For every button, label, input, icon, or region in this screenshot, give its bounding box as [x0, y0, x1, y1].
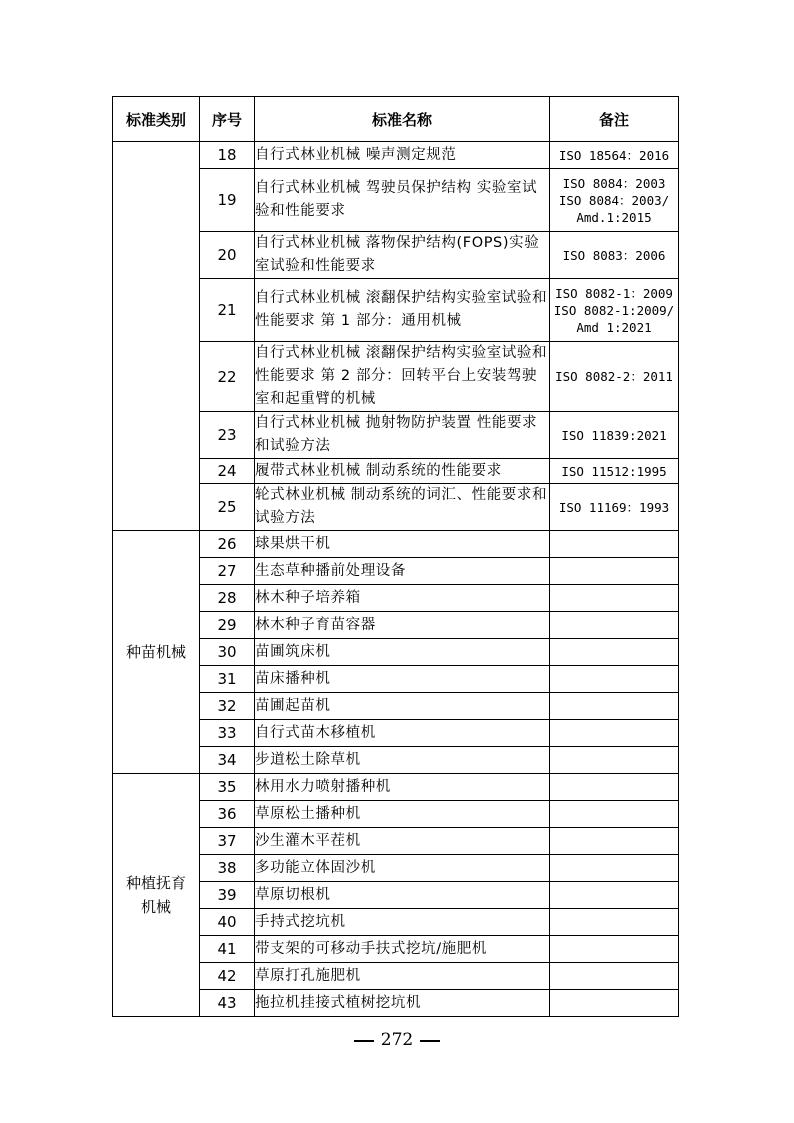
- standard-name-cell: 轮式林业机械 制动系统的词汇、性能要求和试验方法: [255, 484, 550, 531]
- standard-name-cell: 草原切根机: [255, 882, 550, 909]
- category-label-line: 种植抚育: [125, 874, 186, 892]
- index-cell: 23: [200, 412, 255, 459]
- standard-name-cell: 自行式林业机械 滚翻保护结构实验室试验和性能要求 第 2 部分：回转平台上安装驾驶室和起重臂的机械: [255, 342, 550, 412]
- index-cell: 35: [200, 774, 255, 801]
- index-cell: 26: [200, 531, 255, 558]
- index-cell: 43: [200, 990, 255, 1017]
- header-name: 标准名称: [255, 97, 550, 142]
- standard-name-cell: 履带式林业机械 制动系统的性能要求: [255, 459, 550, 484]
- note-cell: [550, 558, 679, 585]
- page-footer: [0, 1030, 794, 1050]
- note-cell: [550, 279, 679, 342]
- note-line: ISO 8083：2006: [562, 247, 666, 263]
- note-cell: [550, 459, 679, 484]
- note-cell: [550, 963, 679, 990]
- index-cell: 18: [200, 142, 255, 169]
- note-cell: [550, 484, 679, 531]
- standard-name-cell: 球果烘干机: [255, 531, 550, 558]
- note-cell: [550, 720, 679, 747]
- table-row: [113, 142, 679, 169]
- index-cell: 20: [200, 232, 255, 279]
- standard-name-cell: 多功能立体固沙机: [255, 855, 550, 882]
- note-cell: [550, 412, 679, 459]
- standard-name-cell: 苗圃筑床机: [255, 639, 550, 666]
- note-line: Amd.1:2015: [576, 209, 652, 225]
- note-cell: [550, 142, 679, 169]
- category-cell: [113, 142, 200, 531]
- standard-name-cell: 自行式林业机械 落物保护结构(FOPS)实验室试验和性能要求: [255, 232, 550, 279]
- index-cell: 34: [200, 747, 255, 774]
- note-line: ISO 8082-2：2011: [555, 369, 673, 384]
- note-line: ISO 8084：2003: [562, 175, 666, 191]
- note-cell: [550, 909, 679, 936]
- table-row: [113, 774, 679, 801]
- note-cell: [550, 693, 679, 720]
- standard-name-cell: 生态草种播前处理设备: [255, 558, 550, 585]
- index-cell: 21: [200, 279, 255, 342]
- standard-name-cell: 沙生灌木平茬机: [255, 828, 550, 855]
- note-line: ISO 8084：2003/: [558, 192, 670, 208]
- index-cell: 22: [200, 342, 255, 412]
- note-line: Amd 1:2021: [576, 319, 652, 335]
- standard-name-cell: 草原打孔施肥机: [255, 963, 550, 990]
- page-number: 272: [380, 1030, 414, 1050]
- standard-name-cell: 自行式林业机械 滚翻保护结构实验室试验和性能要求 第 1 部分：通用机械: [255, 279, 550, 342]
- note-cell: [550, 747, 679, 774]
- note-cell: [550, 585, 679, 612]
- index-cell: 32: [200, 693, 255, 720]
- standard-name-cell: 带支架的可移动手扶式挖坑/施肥机: [255, 936, 550, 963]
- note-cell: [550, 855, 679, 882]
- note-line: ISO 18564：2016: [558, 147, 670, 163]
- note-line: ISO 11512:1995: [561, 463, 667, 479]
- standard-name-cell: 拖拉机挂接式植树挖坑机: [255, 990, 550, 1017]
- index-cell: 37: [200, 828, 255, 855]
- note-line: ISO 11839:2021: [561, 427, 667, 443]
- index-cell: 33: [200, 720, 255, 747]
- header-note: 备注: [550, 97, 679, 142]
- table-body: [113, 142, 679, 1017]
- standard-name-cell: 苗床播种机: [255, 666, 550, 693]
- index-cell: 36: [200, 801, 255, 828]
- standard-name-cell: 林木种子培养箱: [255, 585, 550, 612]
- index-cell: 29: [200, 612, 255, 639]
- standard-name-cell: 苗圃起苗机: [255, 693, 550, 720]
- standard-name-cell: 手持式挖坑机: [255, 909, 550, 936]
- note-cell: [550, 342, 679, 412]
- standard-name-cell: 自行式林业机械 驾驶员保护结构 实验室试验和性能要求: [255, 169, 550, 232]
- header-category: 标准类别: [113, 97, 200, 142]
- note-line: ISO 8082-1：2009: [555, 285, 673, 301]
- category-label: 种苗机械: [125, 643, 186, 661]
- note-cell: [550, 936, 679, 963]
- standard-name-cell: 步道松土除草机: [255, 747, 550, 774]
- header-index: 序号: [200, 97, 255, 142]
- index-cell: 25: [200, 484, 255, 531]
- index-cell: 28: [200, 585, 255, 612]
- index-cell: 38: [200, 855, 255, 882]
- index-cell: 19: [200, 169, 255, 232]
- standards-table: [112, 96, 679, 1017]
- standard-name-cell: 自行式苗木移植机: [255, 720, 550, 747]
- index-cell: 40: [200, 909, 255, 936]
- standard-name-cell: 自行式林业机械 抛射物防护装置 性能要求和试验方法: [255, 412, 550, 459]
- standard-name-cell: 自行式林业机械 噪声测定规范: [255, 142, 550, 169]
- category-cell: [113, 774, 200, 1017]
- note-cell: [550, 232, 679, 279]
- note-cell: [550, 666, 679, 693]
- category-label-line: 机械: [140, 898, 171, 916]
- note-line: ISO 8082-1:2009/: [553, 302, 675, 318]
- note-cell: [550, 801, 679, 828]
- table-row: [113, 531, 679, 558]
- dash-left: [354, 1040, 374, 1042]
- header-row: [113, 97, 679, 142]
- standard-name-cell: 草原松土播种机: [255, 801, 550, 828]
- index-cell: 39: [200, 882, 255, 909]
- note-cell: [550, 169, 679, 232]
- note-cell: [550, 882, 679, 909]
- standard-name-cell: 林用水力喷射播种机: [255, 774, 550, 801]
- index-cell: 30: [200, 639, 255, 666]
- note-line: ISO 11169：1993: [558, 499, 670, 515]
- index-cell: 27: [200, 558, 255, 585]
- note-cell: [550, 639, 679, 666]
- standard-name-cell: 林木种子育苗容器: [255, 612, 550, 639]
- note-cell: [550, 612, 679, 639]
- dash-right: [420, 1040, 440, 1042]
- index-cell: 41: [200, 936, 255, 963]
- index-cell: 24: [200, 459, 255, 484]
- category-cell: [113, 531, 200, 774]
- note-cell: [550, 828, 679, 855]
- note-cell: [550, 774, 679, 801]
- note-cell: [550, 990, 679, 1017]
- note-cell: [550, 531, 679, 558]
- index-cell: 31: [200, 666, 255, 693]
- index-cell: 42: [200, 963, 255, 990]
